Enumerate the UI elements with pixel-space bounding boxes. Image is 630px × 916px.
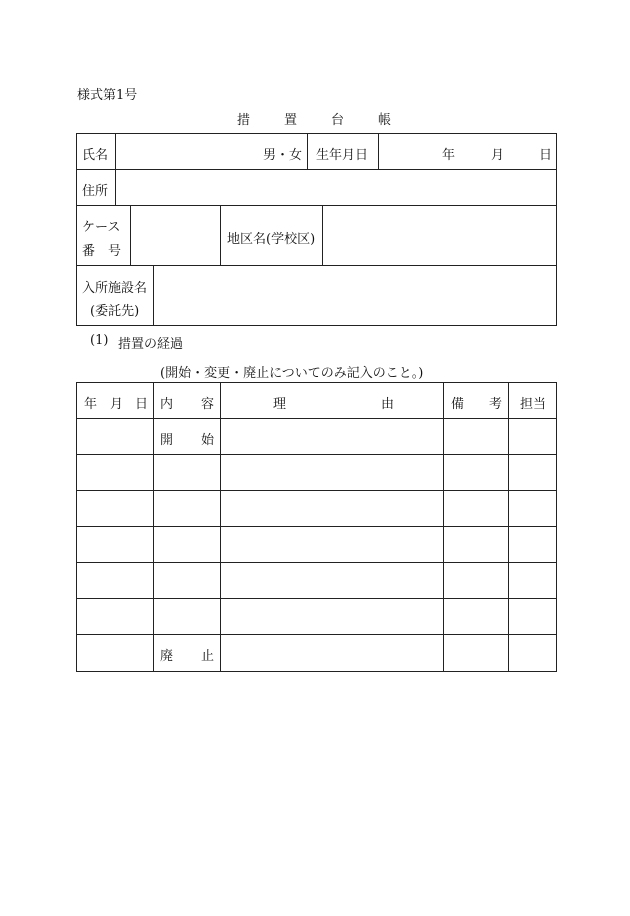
form-number: 様式第1号 <box>77 88 138 103</box>
table-row[interactable] <box>77 419 553 454</box>
table-row[interactable] <box>77 527 553 562</box>
table-row[interactable] <box>77 491 553 526</box>
header-content-2: 容 <box>201 397 215 412</box>
table-row[interactable] <box>77 635 553 670</box>
end-label-1: 廃 <box>160 649 174 664</box>
birth-day-unit: 日 <box>539 148 553 163</box>
birth-year-unit: 年 <box>442 148 456 163</box>
case-number-field[interactable] <box>131 206 220 265</box>
section-note: (開始・変更・廃止についてのみ記入のこと。) <box>160 366 424 381</box>
table-row[interactable] <box>77 455 553 490</box>
start-label-2: 始 <box>201 433 215 448</box>
title-char-4: 帳 <box>378 113 392 128</box>
facility-label-line1: 入所施設名 <box>82 281 148 296</box>
end-label-2: 止 <box>201 649 215 664</box>
header-day: 日 <box>135 397 149 412</box>
facility-label-line2: (委託先) <box>90 304 140 319</box>
district-label: 地区名(学校区) <box>227 232 316 247</box>
title-char-2: 置 <box>284 113 298 128</box>
table-row[interactable] <box>77 599 553 634</box>
district-field[interactable] <box>323 206 555 265</box>
case-number-label-line2: 番 号 <box>82 244 122 259</box>
header-month: 月 <box>110 397 124 412</box>
facility-field[interactable] <box>154 266 555 324</box>
header-remarks-2: 考 <box>489 397 503 412</box>
header-year: 年 <box>84 397 98 412</box>
title-char-3: 台 <box>331 113 345 128</box>
birth-date-field[interactable] <box>379 134 555 169</box>
header-remarks-1: 備 <box>451 397 465 412</box>
address-label: 住所 <box>82 184 109 199</box>
birth-month-unit: 月 <box>491 148 505 163</box>
header-content-1: 内 <box>160 397 174 412</box>
title-char-1: 措 <box>237 113 251 128</box>
table-row[interactable] <box>77 563 553 598</box>
header-reason-2: 由 <box>381 397 395 412</box>
section-heading: 措置の経過 <box>118 337 184 352</box>
name-label: 氏名 <box>82 148 109 163</box>
section-number: (1) <box>90 333 109 348</box>
sex-options: 男・女 <box>263 148 303 163</box>
case-number-label-line1: ケース <box>82 220 121 235</box>
address-field[interactable] <box>116 170 555 205</box>
header-staff: 担当 <box>520 397 547 412</box>
start-label-1: 開 <box>160 433 174 448</box>
header-reason-1: 理 <box>273 397 287 412</box>
birth-date-label: 生年月日 <box>316 148 369 163</box>
